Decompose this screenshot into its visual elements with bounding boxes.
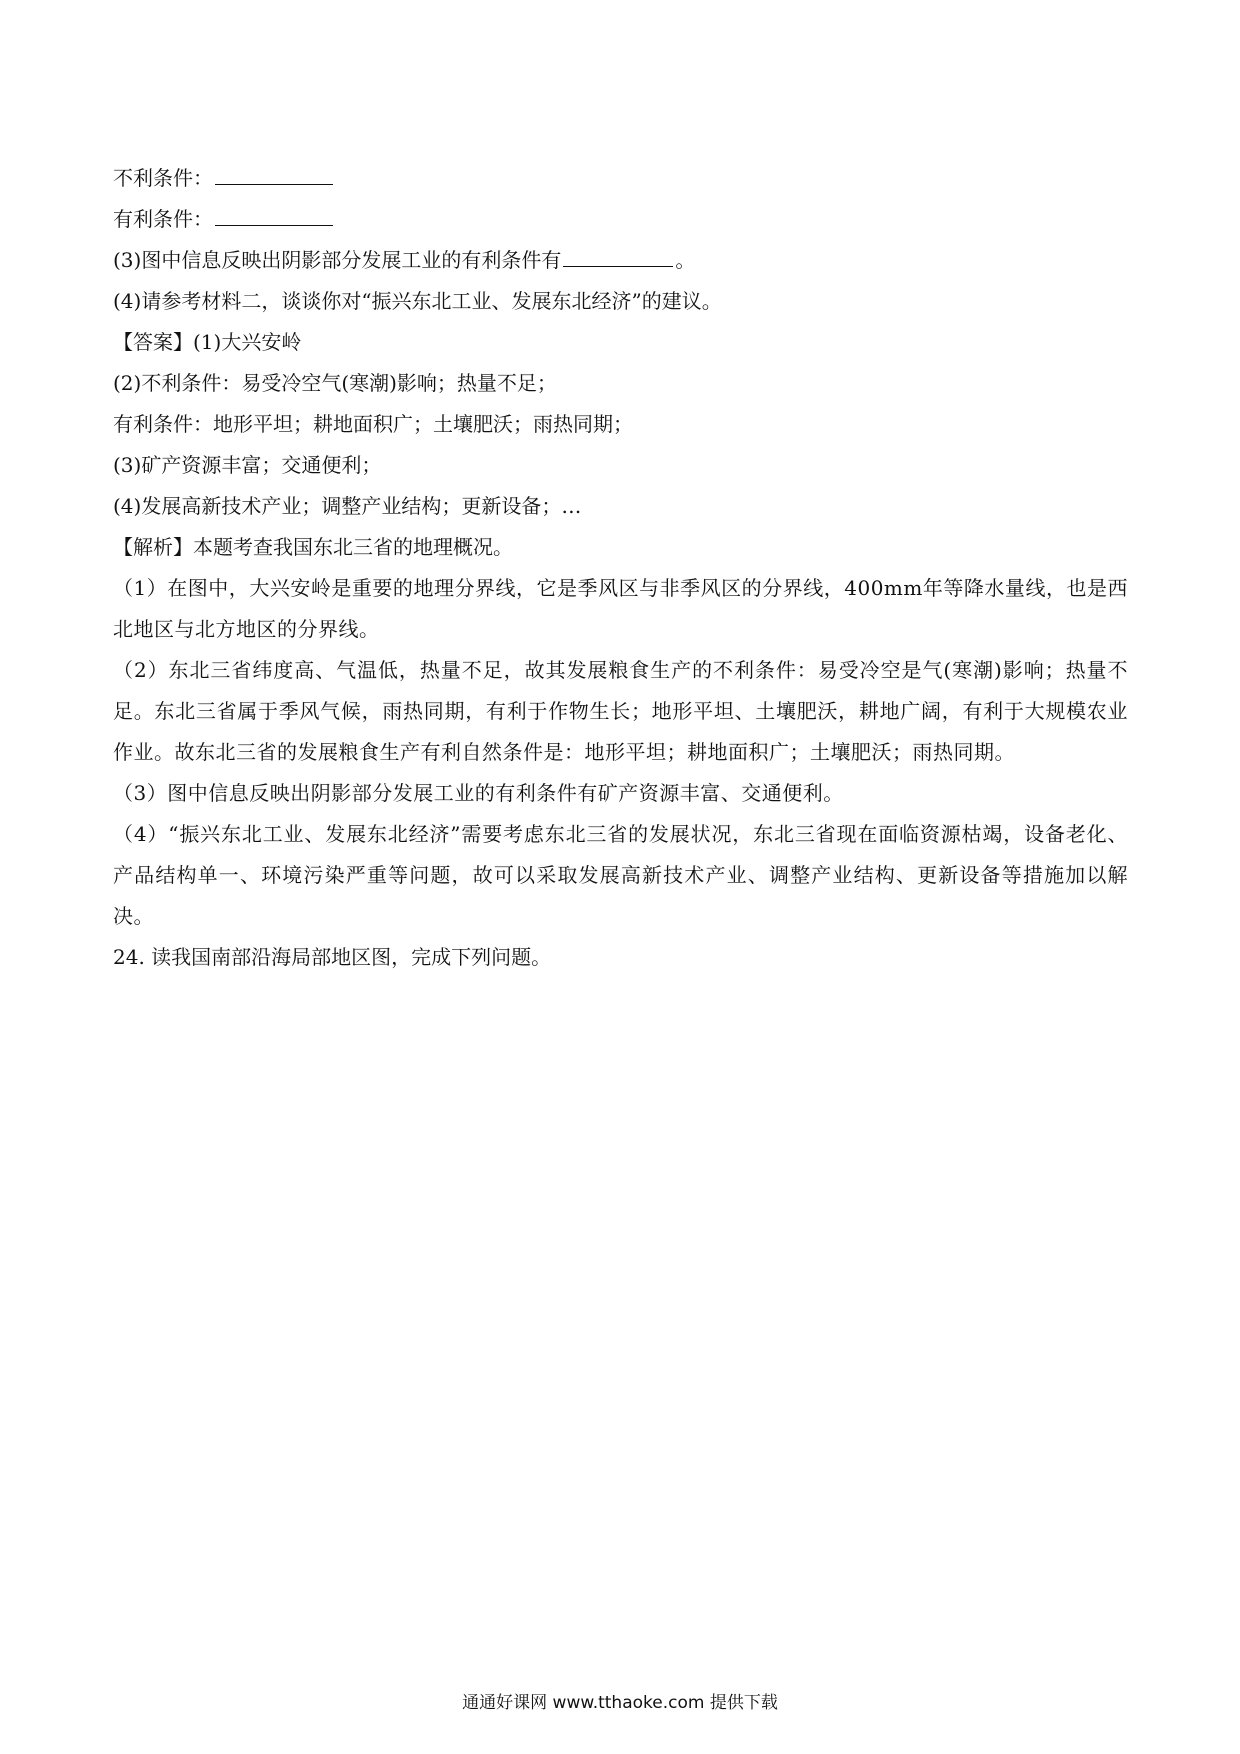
favorable-label: 有利条件： (113, 207, 213, 231)
question-3-text: (3)图中信息反映出阴影部分发展工业的有利条件有 (113, 248, 562, 272)
answer-2a: (2)不利条件：易受冷空气(寒潮)影响；热量不足； (113, 371, 557, 395)
unfavorable-label: 不利条件： (113, 166, 213, 190)
analysis-3: （3）图中信息反映出阴影部分发展工业的有利条件有矿产资源丰富、交通便利。 (113, 781, 844, 805)
answer-blank (215, 207, 333, 226)
document-body (113, 158, 1128, 978)
answer-blank (215, 166, 333, 185)
answer-tag: 【答案】 (113, 330, 193, 354)
analysis-4: （4）“振兴东北工业、发展东北经济”需要考虑东北三省的发展状况，东北三省现在面临资源枯竭，设备老化、产品结构单一、环境污染严重等问题，故可以采取发展高新技术产业、调整产业结构、更新设备等措施加以解决。 (113, 822, 1128, 928)
analysis-intro: 本题考查我国东北三省的地理概况。 (193, 535, 513, 559)
question-3-suffix: 。 (675, 248, 696, 272)
answer-section-1 (113, 322, 1128, 363)
analysis-intro-line (113, 527, 1128, 568)
answer-3: (3)矿产资源丰富；交通便利； (113, 453, 382, 477)
answer-blank (563, 248, 673, 267)
unfavorable-conditions-line (113, 158, 1128, 199)
question-3 (113, 240, 1128, 281)
question-24: 24. 读我国南部沿海局部地区图，完成下列问题。 (113, 945, 552, 969)
answer-2b: 有利条件：地形平坦；耕地面积广；土壤肥沃；雨热同期； (113, 412, 633, 436)
answer-4: (4)发展高新技术产业；调整产业结构；更新设备；… (113, 494, 582, 518)
analysis-2: （2）东北三省纬度高、气温低，热量不足，故其发展粮食生产的不利条件：易受冷空是气(寒潮)影响；热量不足。东北三省属于季风气候，雨热同期，有利于作物生长；地形平坦、土壤肥沃，耕地广阔，有利于大规模农业作业。故东北三省的发展粮食生产有利自然条件是：地形平坦；耕地面积广；土壤肥沃；雨热同期。 (113, 658, 1128, 764)
analysis-tag: 【解析】 (113, 535, 193, 559)
analysis-1: （1）在图中，大兴安岭是重要的地理分界线，它是季风区与非季风区的分界线，400mm年等降水量线，也是西北地区与北方地区的分界线。 (113, 576, 1128, 641)
favorable-conditions-line (113, 199, 1128, 240)
question-4: (4)请参考材料二，谈谈你对“振兴东北工业、发展东北经济”的建议。 (113, 289, 722, 313)
page-footer: 通通好课网 www.tthaoke.com 提供下载 (462, 1693, 778, 1713)
answer-1: (1)大兴安岭 (193, 330, 302, 354)
